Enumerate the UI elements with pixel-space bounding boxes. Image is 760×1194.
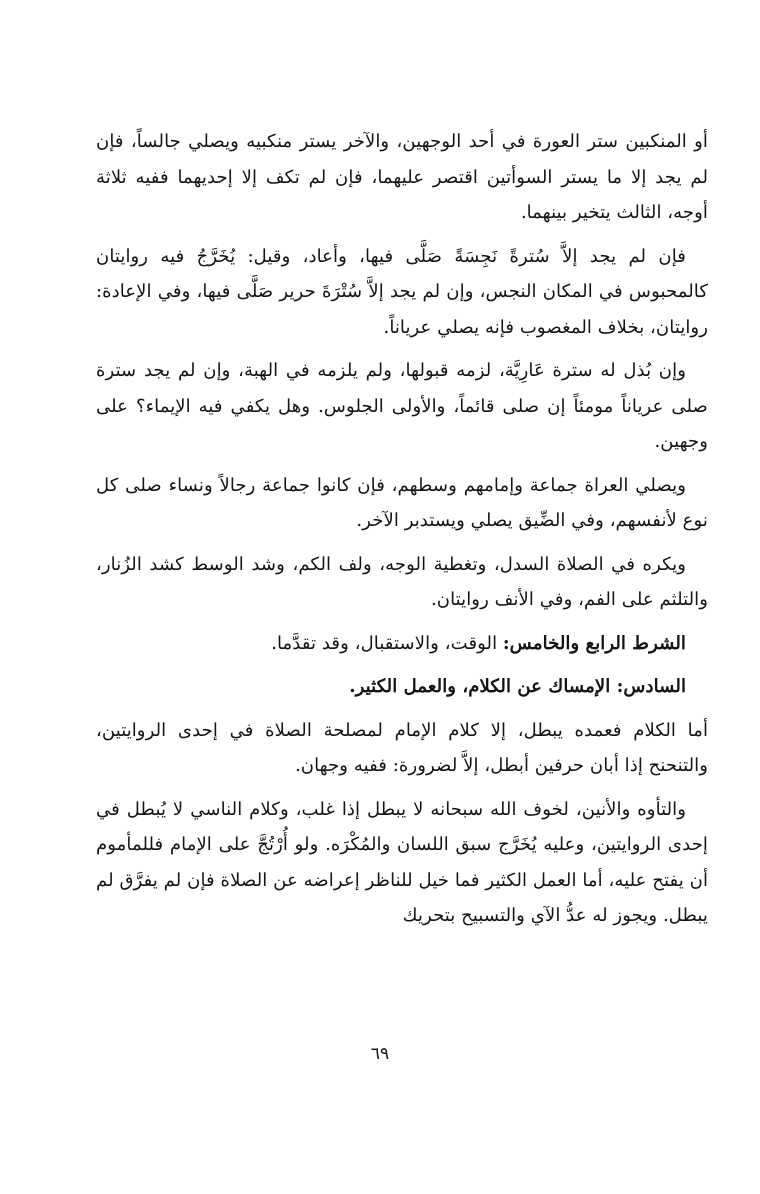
condition-4-5-line — [96, 626, 708, 662]
page-body-text — [96, 124, 708, 942]
page-number: ٦٩ — [370, 1044, 390, 1064]
condition-6-line — [96, 669, 708, 705]
condition-6-heading: السادس: الإمساك عن الكلام، والعمل الكثير. — [349, 676, 686, 697]
paragraph-5: ويكره في الصلاة السدل، وتغطية الوجه، ولف الكم، وشد الوسط كشد الزُنار، والتلثم على الفم، وفي الأنف روايتان. — [96, 553, 708, 610]
paragraph-3: وإن بُذل له سترة عَارِيَّة، لزمه قبولها، ولم يلزمه في الهبة، وإن لم يجد سترة صلى عرياناً مومئاً إن صلى قائماً، والأولى الجلوس. وهل يكفي فيه الإيماء؟ على وجهين. — [96, 360, 708, 452]
paragraph-8: أما الكلام فعمده يبطل، إلا كلام الإمام لمصلحة الصلاة في إحدى الروايتين، والتنحنح إذا أبان حرفين أبطل، إلاَّ لضرورة: ففيه وجهان. — [96, 719, 708, 776]
condition-4-5-text: الوقت، والاستقبال، وقد تقدَّما. — [271, 632, 503, 654]
paragraph-4: ويصلي العراة جماعة وإمامهم وسطهم، فإن كانوا جماعة رجالاً ونساء صلى كل نوع لأنفسهم، وفي الضِّيق يصلي ويستدبر الآخر. — [96, 474, 708, 531]
paragraph-1: أو المنكبين ستر العورة في أحد الوجهين، والآخر يستر منكبيه ويصلي جالساً، فإن لم يجد إلا ما يستر السوأتين اقتصر عليهما، فإن لم تكف إلا إحديهما ففيه ثلاثة أوجه، الثالث يتخير بينهما. — [96, 131, 708, 223]
paragraph-2: فإن لم يجد إلاَّ سُترةً نَجِسَةً صَلَّى فيها، وأعاد، وقيل: يُخَرَّجُ فيه روايتان كالمحبوس في المكان النجس، وإن لم يجد إلاَّ سُتْرَةَ حرير صَلَّى فيها، وفي الإعادة: روايتان، بخلاف المغصوب فإنه يصلي عرياناً. — [96, 245, 708, 338]
paragraph-9: والتأوه والأنين، لخوف الله سبحانه لا يبطل إذا غلب، وكلام الناسي لا يُبطل في إحدى الروايتين، وعليه يُخَرَّج سبق اللسان والمُكْرَه. ولو أُرْتُجَّ على الإمام فللمأموم أن يفتح عليه، أما العمل الكثير فما خيل للناظر إعراضه عن الصلاة فإن لم يفرَّق لم يبطل. ويجوز له عدُّ الآي والتسبيح بتحريك — [96, 798, 708, 926]
condition-4-5-heading: الشرط الرابع والخامس: — [502, 632, 686, 654]
